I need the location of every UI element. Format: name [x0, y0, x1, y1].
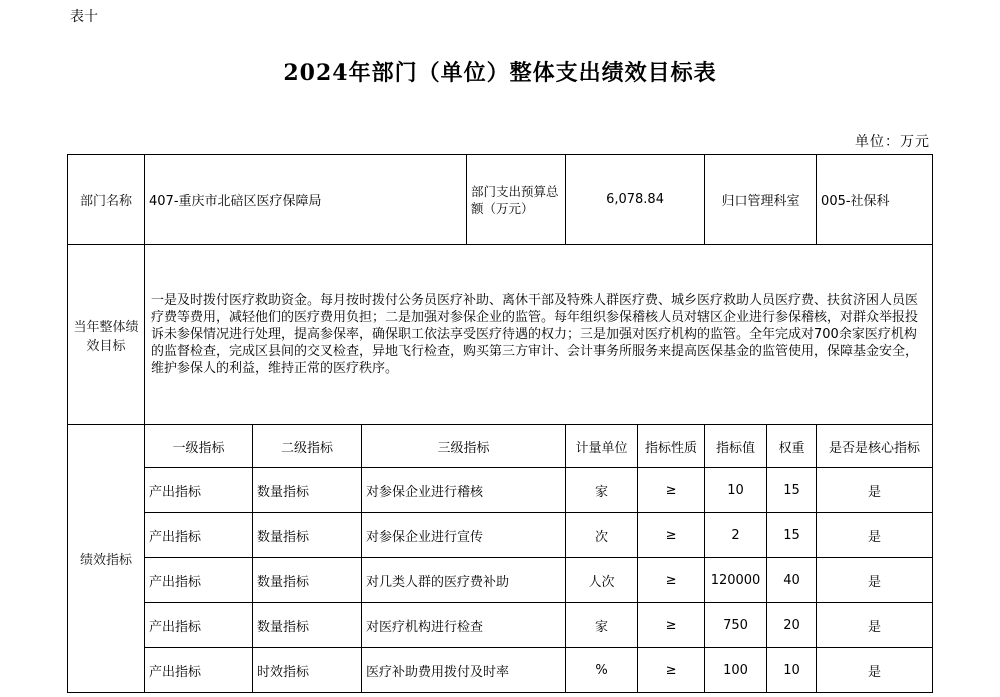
row-unit: 次: [566, 513, 638, 558]
row-level1: 产出指标: [145, 468, 253, 513]
table-row: [68, 513, 933, 558]
header-nature: 指标性质: [638, 425, 705, 468]
row-level2: 数量指标: [253, 513, 362, 558]
managing-office-label: 归口管理科室: [705, 155, 817, 245]
dept-name-label: 部门名称: [68, 155, 145, 245]
row-core: 是: [817, 648, 933, 693]
row-core: 是: [817, 513, 933, 558]
table-row: [68, 648, 933, 693]
row-value: 2: [705, 513, 767, 558]
header-level1: 一级指标: [145, 425, 253, 468]
row-weight: 20: [767, 603, 817, 648]
table-number-label: 表十: [70, 9, 98, 25]
row-level2: 数量指标: [253, 468, 362, 513]
header-value: 指标值: [705, 425, 767, 468]
row-nature: ≥: [638, 648, 705, 693]
row-unit: 家: [566, 603, 638, 648]
row-unit: 家: [566, 468, 638, 513]
annual-goal-label: 当年整体绩效目标: [68, 245, 145, 425]
dept-name-value: 407-重庆市北碚区医疗保障局: [145, 155, 467, 245]
row-value: 100: [705, 648, 767, 693]
table-row: [68, 603, 933, 648]
row-core: 是: [817, 558, 933, 603]
row-level3: 医疗补助费用拨付及时率: [362, 648, 566, 693]
row-level2: 数量指标: [253, 603, 362, 648]
row-level3: 对参保企业进行稽核: [362, 468, 566, 513]
row-weight: 15: [767, 468, 817, 513]
annual-goal-row: [68, 245, 933, 425]
row-core: 是: [817, 468, 933, 513]
row-level3: 对参保企业进行宣传: [362, 513, 566, 558]
row-weight: 40: [767, 558, 817, 603]
performance-target-table: [67, 154, 933, 693]
table-row: [68, 558, 933, 603]
row-level1: 产出指标: [145, 513, 253, 558]
indicator-header-row: [68, 425, 933, 468]
header-weight: 权重: [767, 425, 817, 468]
row-weight: 15: [767, 513, 817, 558]
dept-info-row: [68, 155, 933, 245]
row-level2: 时效指标: [253, 648, 362, 693]
header-unit: 计量单位: [566, 425, 638, 468]
row-value: 750: [705, 603, 767, 648]
row-level1: 产出指标: [145, 603, 253, 648]
header-level3: 三级指标: [362, 425, 566, 468]
page-title: 2024年部门（单位）整体支出绩效目标表: [283, 60, 717, 86]
indicators-label: 绩效指标: [68, 425, 145, 693]
row-value: 120000: [705, 558, 767, 603]
row-core: 是: [817, 603, 933, 648]
row-level3: 对几类人群的医疗费补助: [362, 558, 566, 603]
row-unit: 人次: [566, 558, 638, 603]
row-nature: ≥: [638, 558, 705, 603]
row-level1: 产出指标: [145, 648, 253, 693]
table-row: [68, 468, 933, 513]
budget-total-label: 部门支出预算总额（万元）: [467, 155, 566, 245]
row-unit: %: [566, 648, 638, 693]
budget-total-value: 6,078.84: [566, 155, 705, 245]
unit-label: 单位：万元: [855, 134, 930, 150]
header-level2: 二级指标: [253, 425, 362, 468]
managing-office-value: 005-社保科: [817, 155, 933, 245]
row-weight: 10: [767, 648, 817, 693]
row-level1: 产出指标: [145, 558, 253, 603]
row-level2: 数量指标: [253, 558, 362, 603]
row-nature: ≥: [638, 468, 705, 513]
row-level3: 对医疗机构进行检查: [362, 603, 566, 648]
annual-goal-text: 一是及时拨付医疗救助资金。每月按时拨付公务员医疗补助、离休干部及特殊人群医疗费、城乡医疗救助人员医疗费、扶贫济困人员医疗费等费用，减轻他们的医疗费用负担；二是加强对参保企业的监管。每年组织参保稽核人员对辖区企业进行参保稽核，对群众举报投诉未参保情况进行处理，提高参保率，确保职工依法享受医疗待遇的权力；三是加强对医疗机构的监管。全年完成对700余家医疗机构的监督检查，完成区县间的交叉检查，异地飞行检查，购买第三方审计、会计事务所服务来提高医保基金的监管使用，保障基金安全，维护参保人的利益，维持正常的医疗秩序。: [145, 245, 933, 425]
row-nature: ≥: [638, 603, 705, 648]
row-value: 10: [705, 468, 767, 513]
header-core: 是否是核心指标: [817, 425, 933, 468]
row-nature: ≥: [638, 513, 705, 558]
